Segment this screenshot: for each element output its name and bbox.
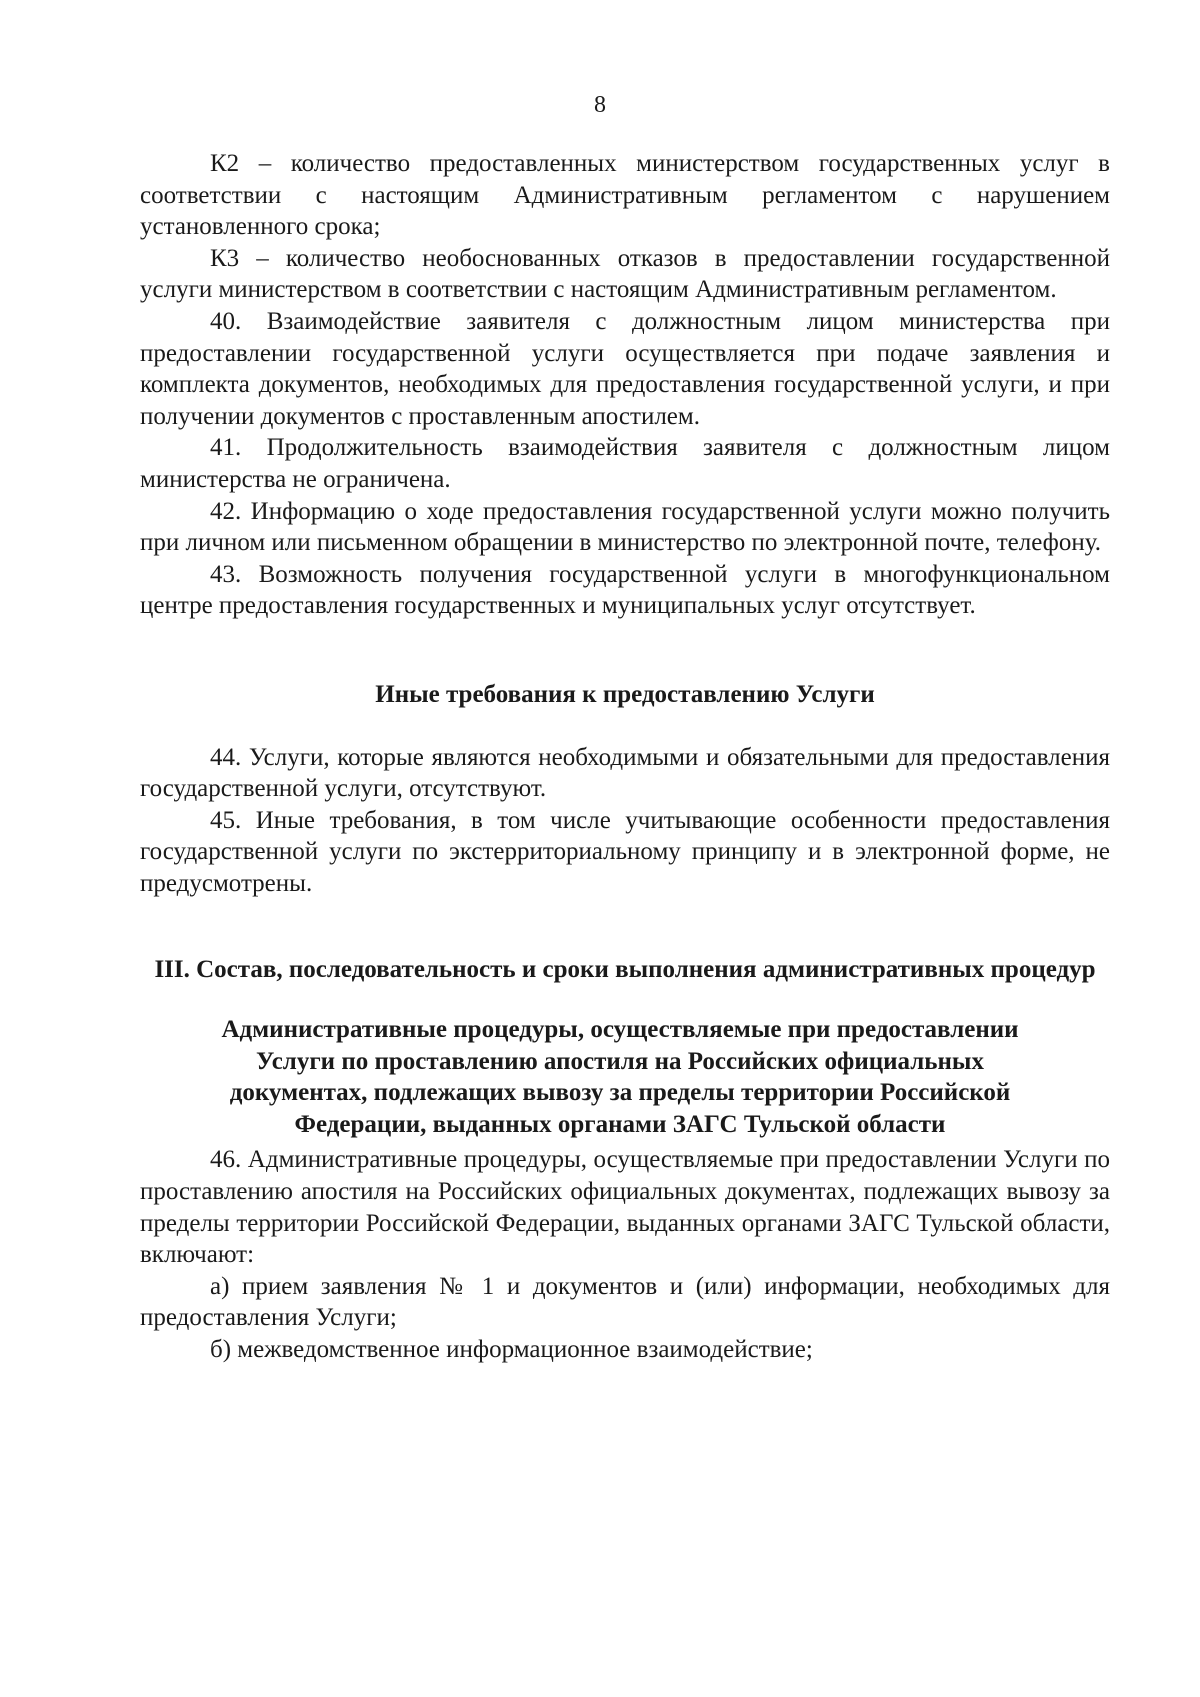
paragraph-k2: К2 – количество предоставленных министерством государственных услуг в соответствии с настоящим Административным регламентом с нарушением установленного срока; xyxy=(140,150,1110,241)
paragraph-43: 43. Возможность получения государственной услуги в многофункциональном центре предоставления государственных и муниципальных услуг отсутствует. xyxy=(140,560,1110,620)
paragraph-46: 46. Административные процедуры, осуществляемые при предоставлении Услуги по проставлению апостиля на Российских официальных документах, подлежащих вывозу за пределы территории Российской Федерации, выданных органами ЗАГС Тульской области, включают: xyxy=(140,1146,1110,1269)
paragraph-46-b: б) межведомственное информационное взаимодействие; xyxy=(210,1336,813,1363)
heading-administrative-procedures: Административные процедуры, осуществляемые при предоставлении Услуги по проставлению апостиля на Российских официальных документах, подлежащих вывозу за пределы территории Российской Федерации, выданных органами ЗАГС Тульской области xyxy=(221,1016,1019,1138)
paragraph-42: 42. Информацию о ходе предоставления государственной услуги можно получить при личном или письменном обращении в министерство по электронной почте, телефону. xyxy=(140,497,1110,557)
paragraph-45: 45. Иные требования, в том числе учитывающие особенности предоставления государственной услуги по экстерриториальному принципу и в электронной форме, не предусмотрены. xyxy=(140,806,1110,897)
heading-section-3: III. Состав, последовательность и сроки выполнения административных процедур xyxy=(154,956,1096,984)
paragraph-k3: К3 – количество необоснованных отказов в предоставлении государственной услуги министерством в соответствии с настоящим Административным регламентом. xyxy=(140,244,1110,304)
paragraph-44: 44. Услуги, которые являются необходимыми и обязательными для предоставления государственной услуги, отсутствуют. xyxy=(140,743,1110,803)
paragraph-40: 40. Взаимодействие заявителя с должностным лицом министерства при предоставлении государственной услуги осуществляется при подаче заявления и комплекта документов, необходимых для предоставления государственной услуги, и при получении документов с проставленным апостилем. xyxy=(140,307,1110,430)
paragraph-46-a: а) прием заявления № 1 и документов и (или) информации, необходимых для предоставления Услуги; xyxy=(140,1272,1110,1332)
paragraph-41: 41. Продолжительность взаимодействия заявителя с должностным лицом министерства не ограничена. xyxy=(140,434,1110,493)
document-body xyxy=(140,148,1110,1366)
page-number: 8 xyxy=(594,92,606,118)
heading-other-requirements: Иные требования к предоставлению Услуги xyxy=(375,680,875,708)
